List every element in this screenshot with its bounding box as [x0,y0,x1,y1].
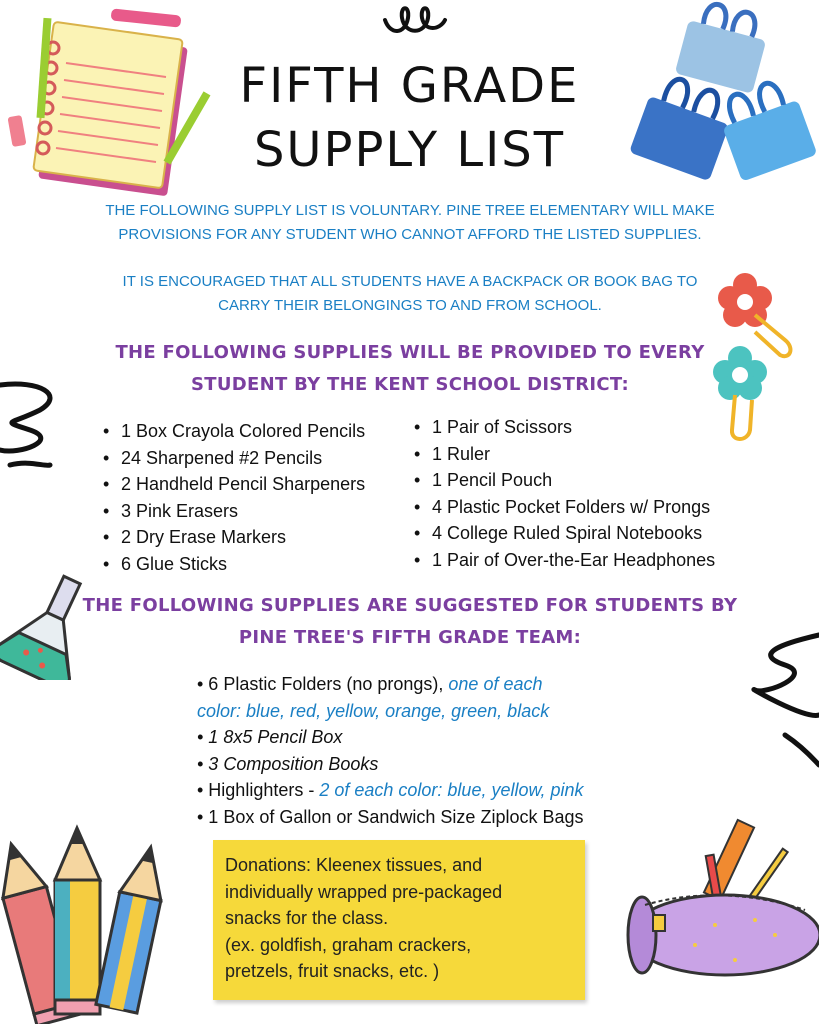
item-note: color: blue, red, yellow, orange, green, black [197,700,550,721]
item-text: • 6 Plastic Folders (no prongs), [197,674,449,694]
page-title: FIFTH GRADE [239,58,580,114]
item-note: 2 of each color: blue, yellow, pink [319,780,584,800]
list-item: • 4 Plastic Pocket Folders w/ Prongs [414,494,715,521]
pencils-icon [0,820,180,1024]
list-item: • 3 Composition Books [197,753,379,774]
heading-line: PINE TREE'S FIFTH GRADE TEAM: [238,627,582,648]
list-item: • 1 Pencil Pouch [414,467,715,494]
list-item [197,777,667,804]
intro-line: IT IS ENCOURAGED THAT ALL STUDENTS HAVE A BACKPACK OR BOOK BAG TO [122,273,698,290]
donation-line: snacks for the class. [225,908,389,928]
list-item: • 1 8x5 Pencil Box [197,727,343,747]
donation-line: pretzels, fruit snacks, etc. ) [225,961,440,981]
provided-heading [60,337,760,401]
list-item: • 4 College Ruled Spiral Notebooks [414,520,715,547]
list-item: • 1 Pair of Scissors [414,414,715,441]
list-item: • 6 Glue Sticks [103,551,365,578]
donation-line: Donations: Kleenex tissues, and [225,855,483,875]
list-item: • 1 Ruler [414,441,715,468]
list-item: • 2 Dry Erase Markers [103,524,365,551]
list-item: • 1 Box of Gallon or Sandwich Size Ziplock Bags [197,806,584,827]
list-item [197,671,667,698]
pencil-case-icon [625,815,819,995]
suggested-list [197,671,667,830]
list-item: • 1 Pair of Over-the-Ear Headphones [414,547,715,574]
suggested-heading [60,590,760,654]
heading-line: STUDENT BY THE KENT SCHOOL DISTRICT: [190,374,630,395]
heading-line: THE FOLLOWING SUPPLIES WILL BE PROVIDED TO EVERY [115,342,705,363]
intro-paragraph [100,270,720,318]
donation-line: individually wrapped pre-packaged [225,881,503,902]
intro-line: CARRY THEIR BELONGINGS TO AND FROM SCHOOL. [218,297,602,314]
scribble-icon [380,0,470,40]
item-text: • Highlighters - [197,780,320,800]
intro-line: PROVISIONS FOR ANY STUDENT WHO CANNOT AFFORD THE LISTED SUPPLIES. [118,226,702,243]
donation-note [213,840,585,1000]
provided-list-right [414,414,715,573]
list-item: • 1 Box Crayola Colored Pencils [103,418,365,445]
provided-list-left [103,418,365,577]
list-item: • 24 Sharpened #2 Pencils [103,445,365,472]
intro-paragraph [100,199,720,247]
list-item: • 3 Pink Erasers [103,498,365,525]
list-item: • 2 Handheld Pencil Sharpeners [103,471,365,498]
intro-line: THE FOLLOWING SUPPLY LIST IS VOLUNTARY. PINE TREE ELEMENTARY WILL MAKE [105,202,715,219]
page-title: SUPPLY LIST [253,122,566,178]
donation-line: (ex. goldfish, graham crackers, [225,934,472,955]
heading-line: THE FOLLOWING SUPPLIES ARE SUGGESTED FOR STUDENTS BY [82,595,738,616]
item-note: one of each [448,674,543,694]
